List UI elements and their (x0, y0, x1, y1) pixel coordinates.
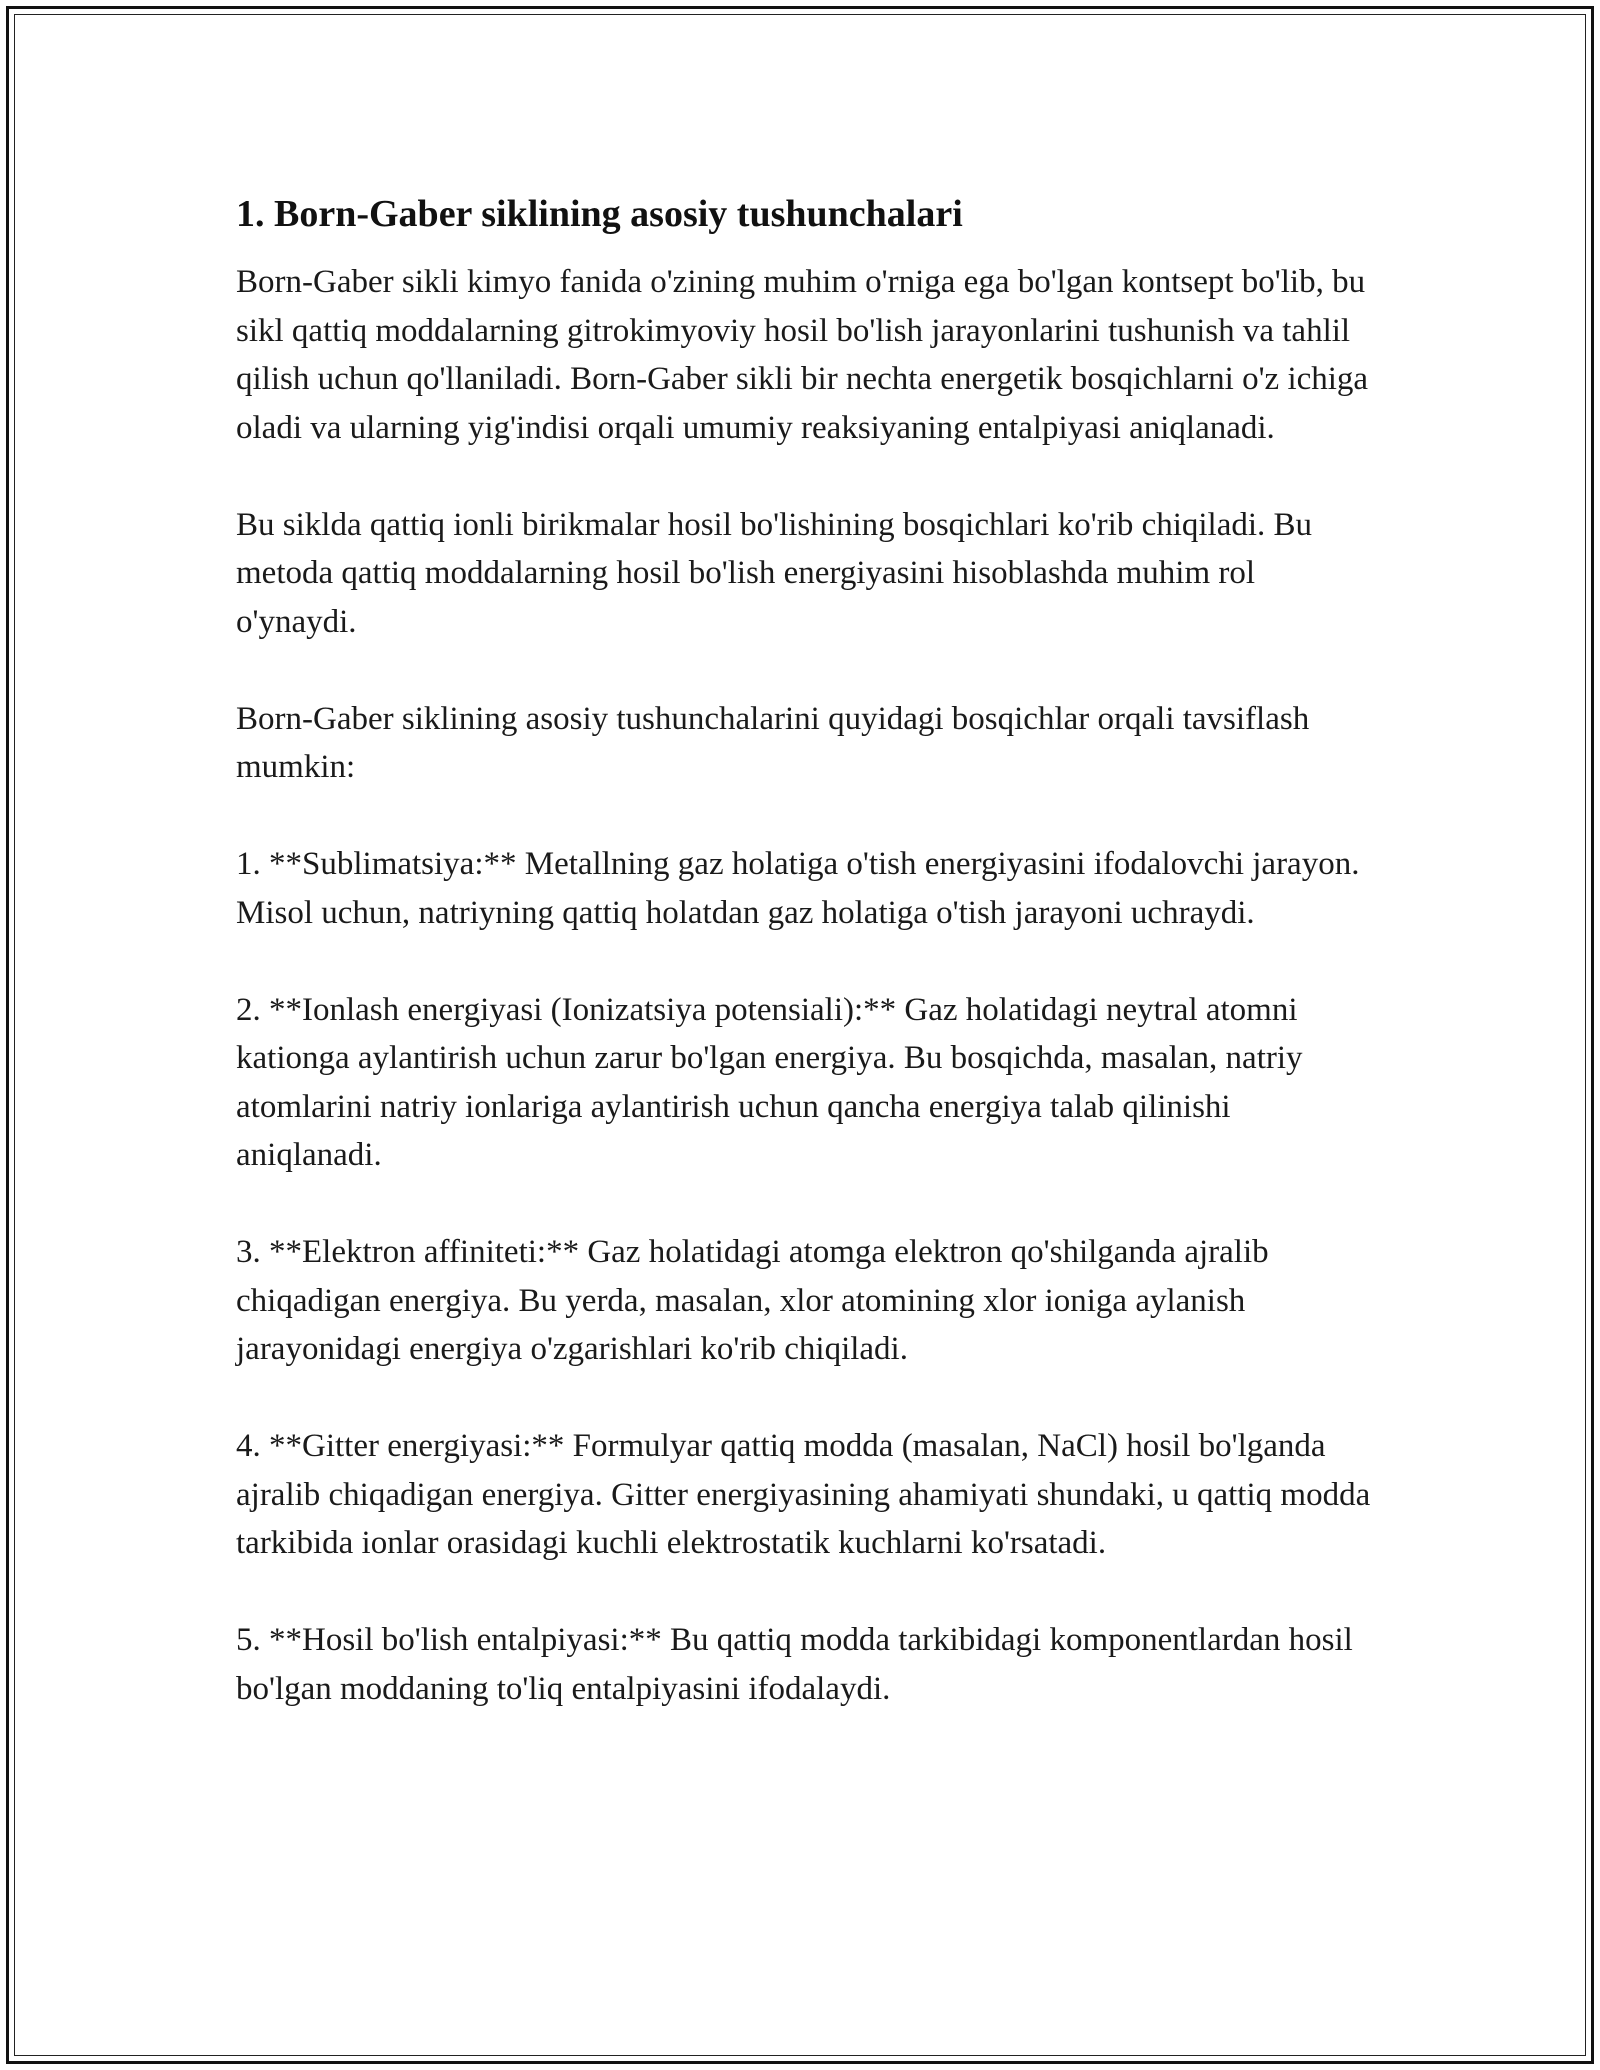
list-item-ionization-energy: 2. **Ionlash energiyasi (Ionizatsiya potensiali):** Gaz holatidagi neytral atomni kationga aylantirish uchun zarur bo'lgan energiya. Bu bosqichda, masalan, natriy atomlarini natriy ionlariga aylantirish uchun qancha energiya talab qilinishi aniqlanadi. (236, 991, 1303, 1173)
paragraph-intro: Born-Gaber sikli kimyo fanida o'zining muhim o'rniga ega bo'lgan kontsept bo'lib, bu sikl qattiq moddalarning gitrokimyoviy hosil bo'lish jarayonlarini tushunish va tahlil qilish uchun qo'llaniladi. Born-Gaber sikli bir nechta energetik bosqichlarni o'z ichiga oladi va ularning yig'indisi orqali umumiy reaksiyaning entalpiyasi aniqlanadi. (236, 264, 1369, 446)
list-item-sublimation: 1. **Sublimatsiya:** Metallning gaz holatiga o'tish energiyasini ifodalovchi jarayon. Misol uchun, natriyning qattiq holatdan gaz holatiga o'tish jarayoni uchraydi. (236, 846, 1360, 931)
list-item-lattice-energy: 4. **Gitter energiyasi:** Formulyar qattiq modda (masalan, NaCl) hosil bo'lganda ajralib chiqadigan energiya. Gitter energiyasining ahamiyati shundaki, u qattiq modda tarkibida ionlar orasidagi kuchli elektrostatik kuchlarni ko'rsatadi. (236, 1428, 1371, 1561)
section-heading: 1. Born-Gaber siklining asosiy tushunchalari (236, 193, 963, 235)
paragraph-list-lead: Born-Gaber siklining asosiy tushunchalarini quyidagi bosqichlar orqali tavsiflash mumkin: (236, 700, 1310, 785)
list-item-electron-affinity: 3. **Elektron affiniteti:** Gaz holatidagi atomga elektron qo'shilganda ajralib chiqadigan energiya. Bu yerda, masalan, xlor atomining xlor ioniga aylanish jarayonidagi energiya o'zgarishlari ko'rib chiqiladi. (236, 1234, 1269, 1367)
paragraph-stages-overview: Bu siklda qattiq ionli birikmalar hosil bo'lishining bosqichlari ko'rib chiqiladi. Bu metoda qattiq moddalarning hosil bo'lish energiyasini hisoblashda muhim rol o'ynaydi. (236, 506, 1313, 640)
document-body (236, 184, 1376, 1713)
list-item-formation-enthalpy: 5. **Hosil bo'lish entalpiyasi:** Bu qattiq modda tarkibidagi komponentlardan hosil bo'lgan moddaning to'liq entalpiyasini ifodalaydi. (236, 1622, 1353, 1707)
